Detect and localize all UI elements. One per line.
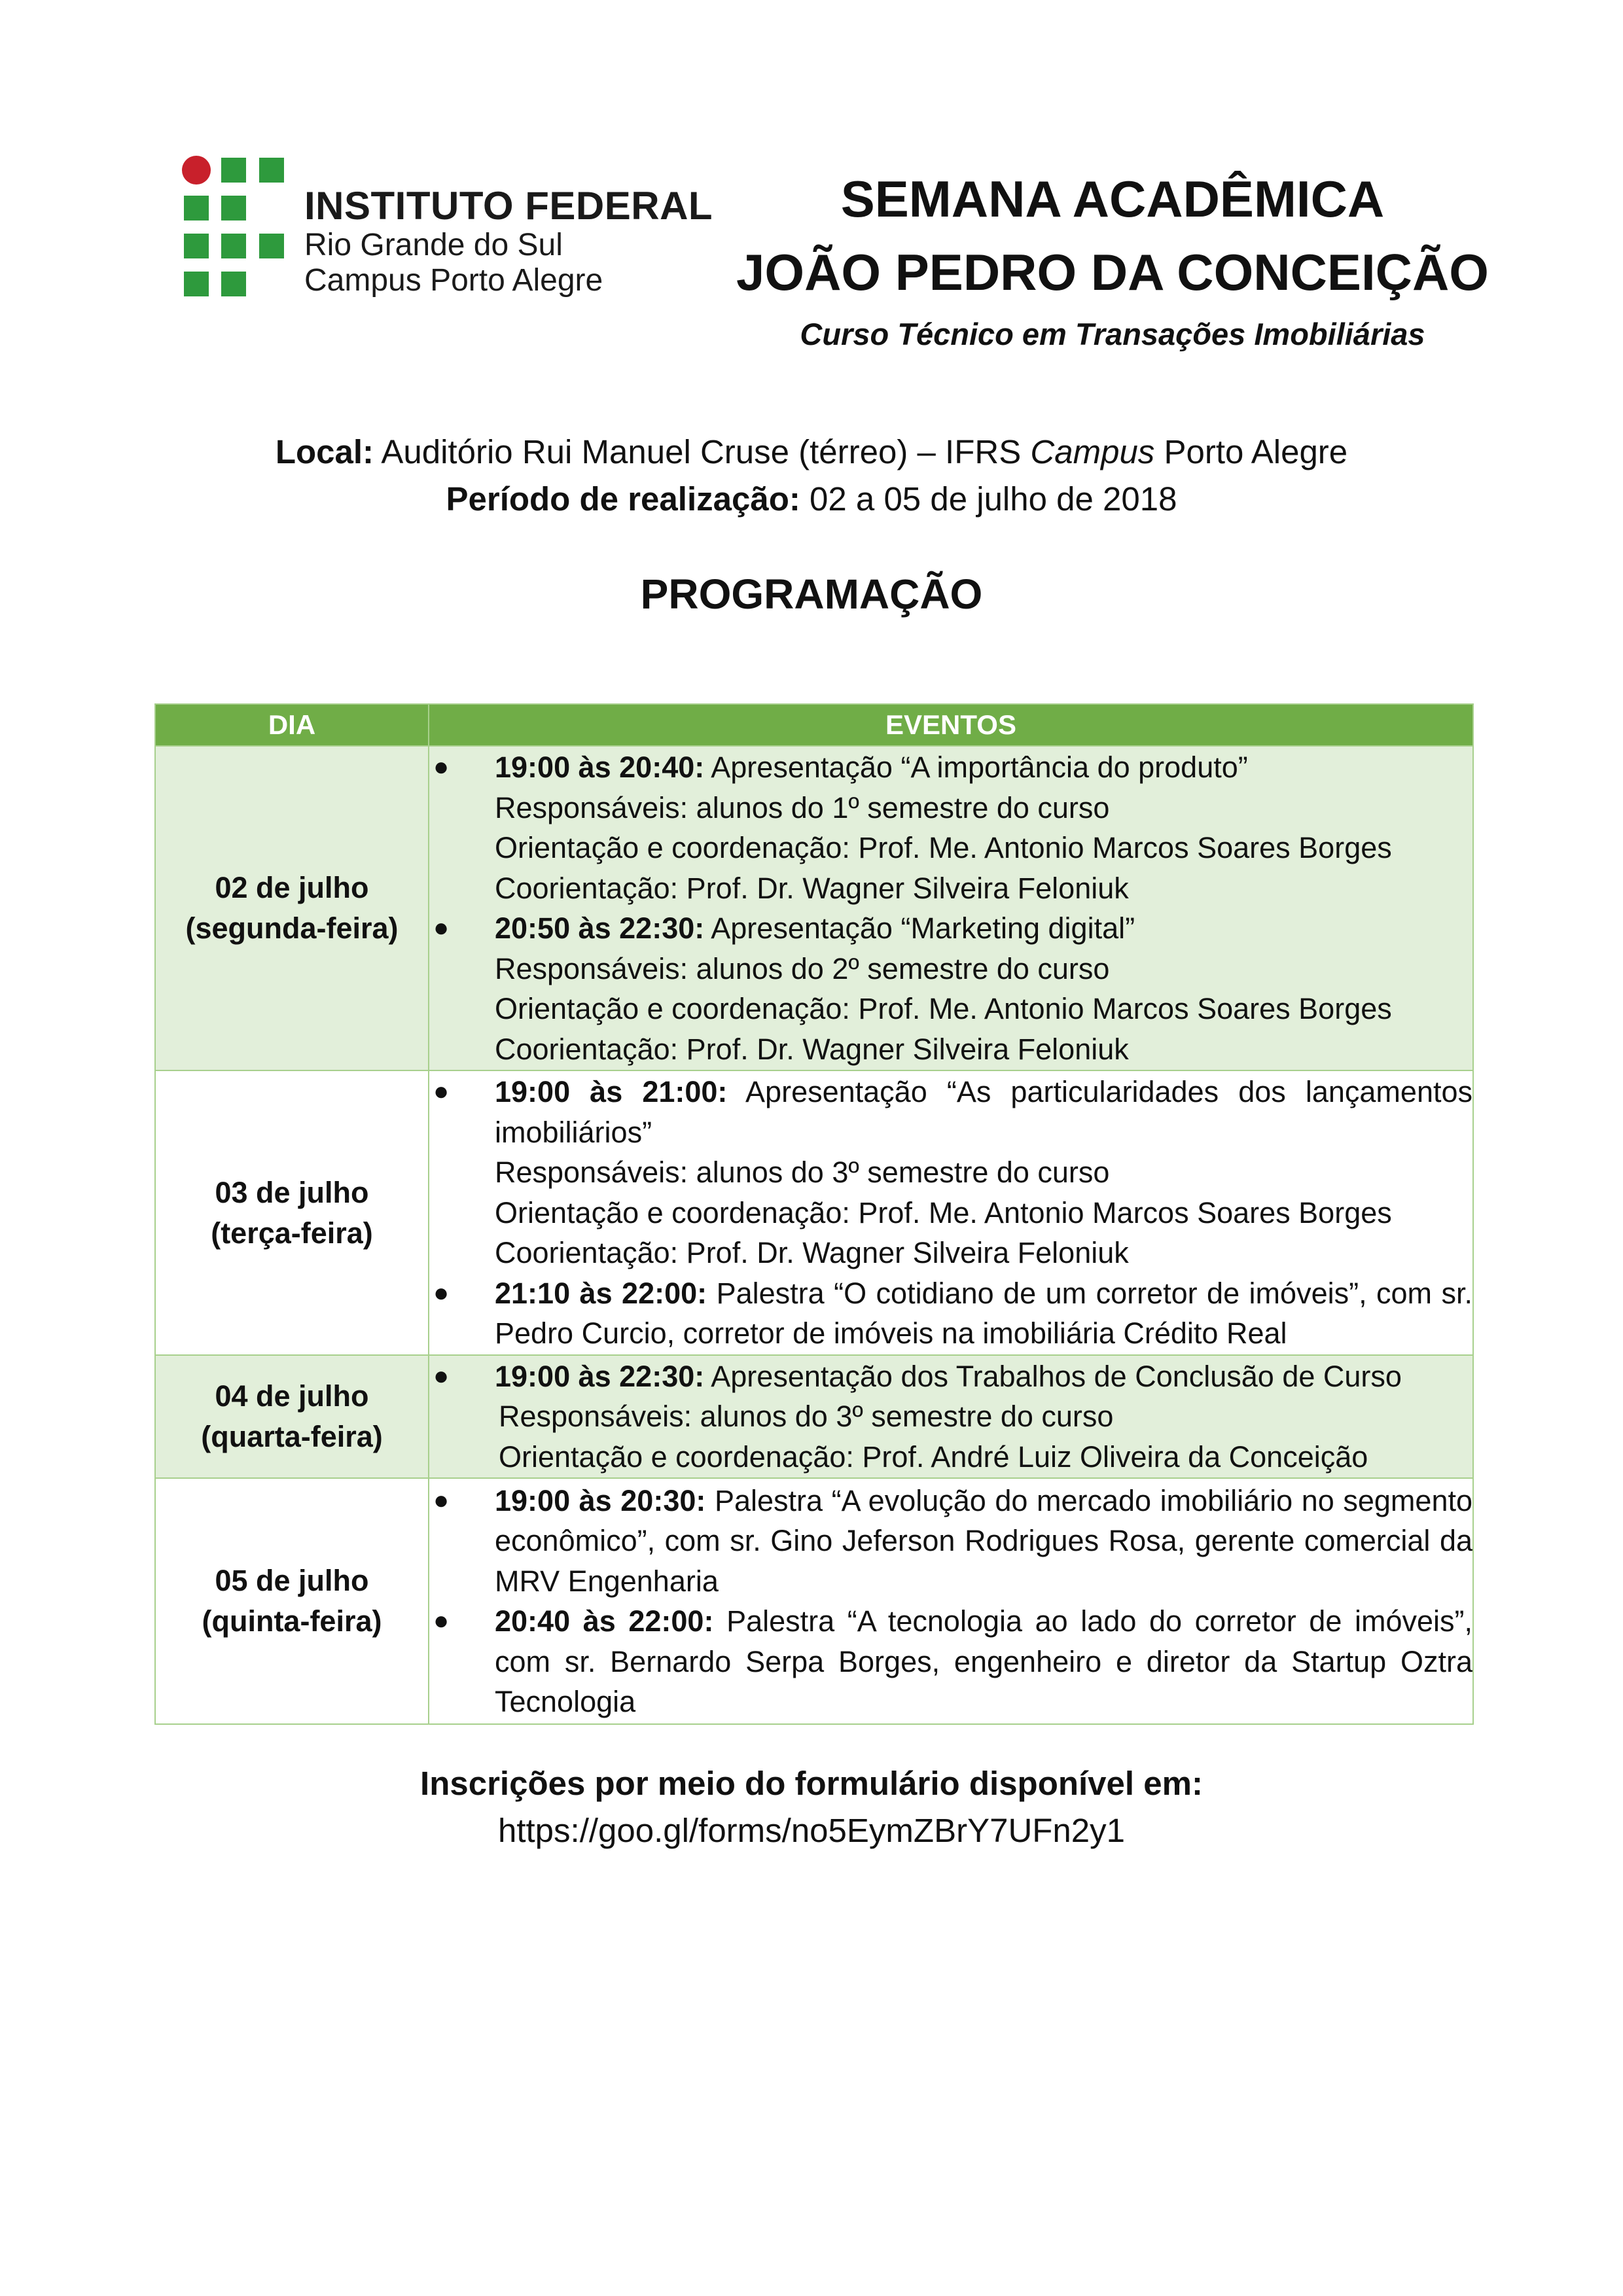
event-time: 21:10 às 22:00: (495, 1276, 707, 1310)
table-row (155, 1478, 1473, 1724)
period-label: Período de realização: (446, 480, 800, 518)
table-header-row (155, 704, 1473, 746)
event-detail: Responsáveis: alunos do 2º semestre do curso (495, 951, 1110, 985)
location-label: Local: (275, 433, 374, 470)
event-title: Apresentação “As particularidades dos lançamentos imobiliários” (495, 1075, 1472, 1149)
event-title: Palestra “O cotidiano de um corretor de imóveis”, com sr. Pedro Curcio, corretor de imóveis na imobiliária Crédito Real (495, 1276, 1472, 1351)
list-item (429, 1481, 1472, 1602)
day-date: 05 de julho (215, 1564, 369, 1597)
event-title: Palestra “A evolução do mercado imobiliário no segmento econômico”, com sr. Gino Jeferson Rodrigues Rosa, gerente comercial da MRV Engenharia (495, 1483, 1472, 1598)
event-info (157, 429, 1466, 523)
event-title: Apresentação dos Trabalhos de Conclusão de Curso (711, 1359, 1402, 1393)
event-title: Palestra “A tecnologia ao lado do corretor de imóveis”, com sr. Bernardo Serpa Borges, engenheiro e diretor da Startup Oztra Tecnologia (495, 1604, 1472, 1718)
schedule-table (154, 703, 1474, 1725)
bullet-icon: ● (433, 1361, 450, 1390)
event-time: 19:00 às 20:40: (495, 751, 705, 784)
event-title-line1: SEMANA ACADÊMICA (840, 170, 1385, 228)
logo-grid-icon (182, 156, 293, 297)
event-title: Apresentação “Marketing digital” (711, 911, 1135, 945)
bullet-icon: ● (433, 1606, 450, 1635)
event-detail: Orientação e coordenação: Prof. Me. Antonio Marcos Soares Borges (495, 1195, 1392, 1229)
column-header-events: EVENTOS (429, 704, 1473, 746)
bullet-icon: ● (433, 913, 450, 942)
day-cell (155, 1478, 429, 1724)
period-line (157, 476, 1466, 523)
registration-text: Inscrições por meio do formulário disponível em: (420, 1765, 1203, 1802)
day-weekday: (segunda-feira) (185, 911, 399, 945)
day-date: 04 de julho (215, 1379, 369, 1413)
list-item (429, 747, 1472, 908)
location-value-after: Porto Alegre (1164, 433, 1348, 470)
event-detail: Orientação e coordenação: Prof. André Luiz Oliveira da Conceição (499, 1439, 1368, 1474)
section-title: PROGRAMAÇÃO (640, 571, 983, 618)
bullet-icon: ● (433, 1278, 450, 1307)
bullet-icon: ● (433, 752, 450, 781)
table-row (155, 1355, 1473, 1478)
table-row (155, 1070, 1473, 1355)
events-cell (429, 1355, 1473, 1478)
day-weekday: (terça-feira) (211, 1216, 373, 1250)
day-weekday: (quarta-feira) (201, 1420, 383, 1453)
bullet-icon: ● (433, 1485, 450, 1515)
event-time: 20:50 às 22:30: (495, 911, 705, 945)
event-detail: Responsáveis: alunos do 1º semestre do curso (495, 790, 1110, 824)
location-value-before: Auditório Rui Manuel Cruse (térreo) – IFRS (381, 433, 1022, 470)
day-date: 03 de julho (215, 1175, 369, 1209)
event-detail: Coorientação: Prof. Dr. Wagner Silveira Feloniuk (495, 1032, 1129, 1066)
events-cell (429, 746, 1473, 1070)
location-line (157, 429, 1466, 476)
logo-line2: Rio Grande do Sul (304, 228, 563, 262)
events-cell (429, 1070, 1473, 1355)
event-detail: Responsáveis: alunos do 3º semestre do curso (499, 1400, 1114, 1434)
registration-link[interactable]: https://goo.gl/forms/no5EymZBrY7UFn2y1 (497, 1812, 1126, 1849)
bullet-icon: ● (433, 1077, 450, 1106)
event-detail: Orientação e coordenação: Prof. Me. Antonio Marcos Soares Borges (495, 831, 1392, 864)
course-name: Curso Técnico em Transações Imobiliárias (800, 317, 1425, 351)
location-value-italic: Campus (1030, 433, 1155, 470)
event-title-block (733, 162, 1492, 357)
logo-red-dot (182, 156, 211, 185)
event-title-line2: JOÃO PEDRO DA CONCEIÇÃO (736, 243, 1489, 301)
column-header-day: DIA (155, 704, 429, 746)
list-item (429, 1273, 1472, 1354)
event-time: 19:00 às 21:00: (495, 1075, 728, 1109)
day-cell (155, 746, 429, 1070)
event-title: Apresentação “A importância do produto” (711, 751, 1248, 784)
event-time: 19:00 às 20:30: (495, 1483, 706, 1517)
day-cell (155, 1355, 429, 1478)
institution-logo (177, 152, 713, 302)
list-item (429, 908, 1472, 1069)
event-detail: Orientação e coordenação: Prof. Me. Antonio Marcos Soares Borges (495, 992, 1392, 1025)
period-value: 02 a 05 de julho de 2018 (810, 480, 1177, 518)
list-item (429, 1072, 1472, 1273)
event-detail: Coorientação: Prof. Dr. Wagner Silveira Feloniuk (495, 871, 1129, 905)
logo-line3: Campus Porto Alegre (304, 263, 603, 298)
event-detail: Coorientação: Prof. Dr. Wagner Silveira Feloniuk (495, 1236, 1129, 1270)
event-detail: Responsáveis: alunos do 3º semestre do curso (495, 1156, 1110, 1190)
events-cell (429, 1478, 1473, 1724)
table-row (155, 746, 1473, 1070)
event-time: 20:40 às 22:00: (495, 1604, 714, 1638)
event-time: 19:00 às 22:30: (495, 1359, 705, 1393)
list-item (429, 1356, 1472, 1477)
list-item (429, 1601, 1472, 1722)
logo-title: INSTITUTO FEDERAL (304, 184, 713, 228)
day-weekday: (quinta-feira) (202, 1604, 382, 1638)
day-date: 02 de julho (215, 871, 369, 904)
day-cell (155, 1070, 429, 1355)
